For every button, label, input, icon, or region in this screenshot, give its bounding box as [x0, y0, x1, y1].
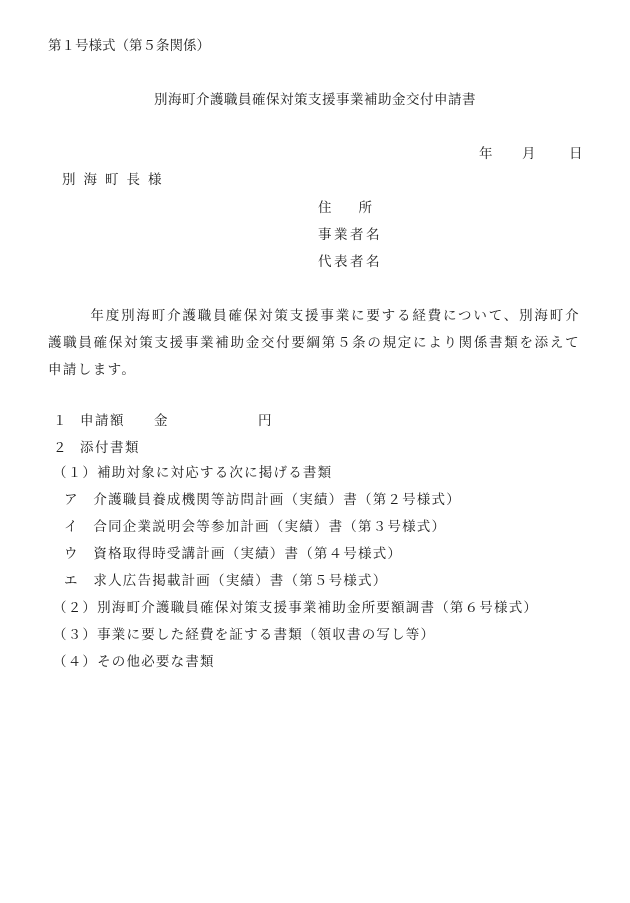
- applicant-operator-label: 事業者名: [318, 227, 382, 243]
- attachment-sub-item: ア 介護職員養成機関等訪問計画（実績）書（第２号様式）: [64, 492, 461, 508]
- form-number: 第１号様式（第５条関係）: [48, 38, 210, 54]
- body-paragraph: [48, 303, 580, 384]
- date-day-label: 日: [569, 146, 583, 162]
- attachment-list-item: （４）その他必要な書類: [53, 654, 215, 670]
- document-title: 別海町介護職員確保対策支援事業補助金交付申請書: [154, 92, 476, 108]
- body-text: 年度別海町介護職員確保対策支援事業に要する経費について、別海町介護職員確保対策支援事業補助金交付要綱第５条の規定により関係書類を添えて申請します。: [48, 308, 580, 378]
- addressee: 別海町長様: [62, 172, 170, 188]
- applicant-address-label: 住 所: [318, 200, 372, 216]
- attachment-sub-item: イ 合同企業説明会等参加計画（実績）書（第３号様式）: [64, 519, 447, 535]
- item-label: 添付書類: [80, 440, 140, 456]
- item-number: １: [53, 413, 67, 429]
- amount-kin-label: 金: [154, 413, 168, 429]
- item-label: 申請額: [80, 413, 125, 429]
- attachment-list-item: （３）事業に要した経費を証する書類（領収書の写し等）: [53, 627, 436, 643]
- attachment-sub-item: ウ 資格取得時受講計画（実績）書（第４号様式）: [64, 546, 403, 562]
- date-month-label: 月: [522, 146, 536, 162]
- date-year-label: 年: [479, 146, 493, 162]
- attachment-list-item: （１）補助対象に対応する次に掲げる書類: [53, 465, 333, 481]
- amount-yen-label: 円: [258, 413, 272, 429]
- attachment-list-item: （２）別海町介護職員確保対策支援事業補助金所要額調書（第６号様式）: [53, 600, 539, 616]
- applicant-representative-label: 代表者名: [318, 254, 382, 270]
- item-number: ２: [53, 440, 67, 456]
- attachment-sub-item: エ 求人広告掲載計画（実績）書（第５号様式）: [64, 573, 388, 589]
